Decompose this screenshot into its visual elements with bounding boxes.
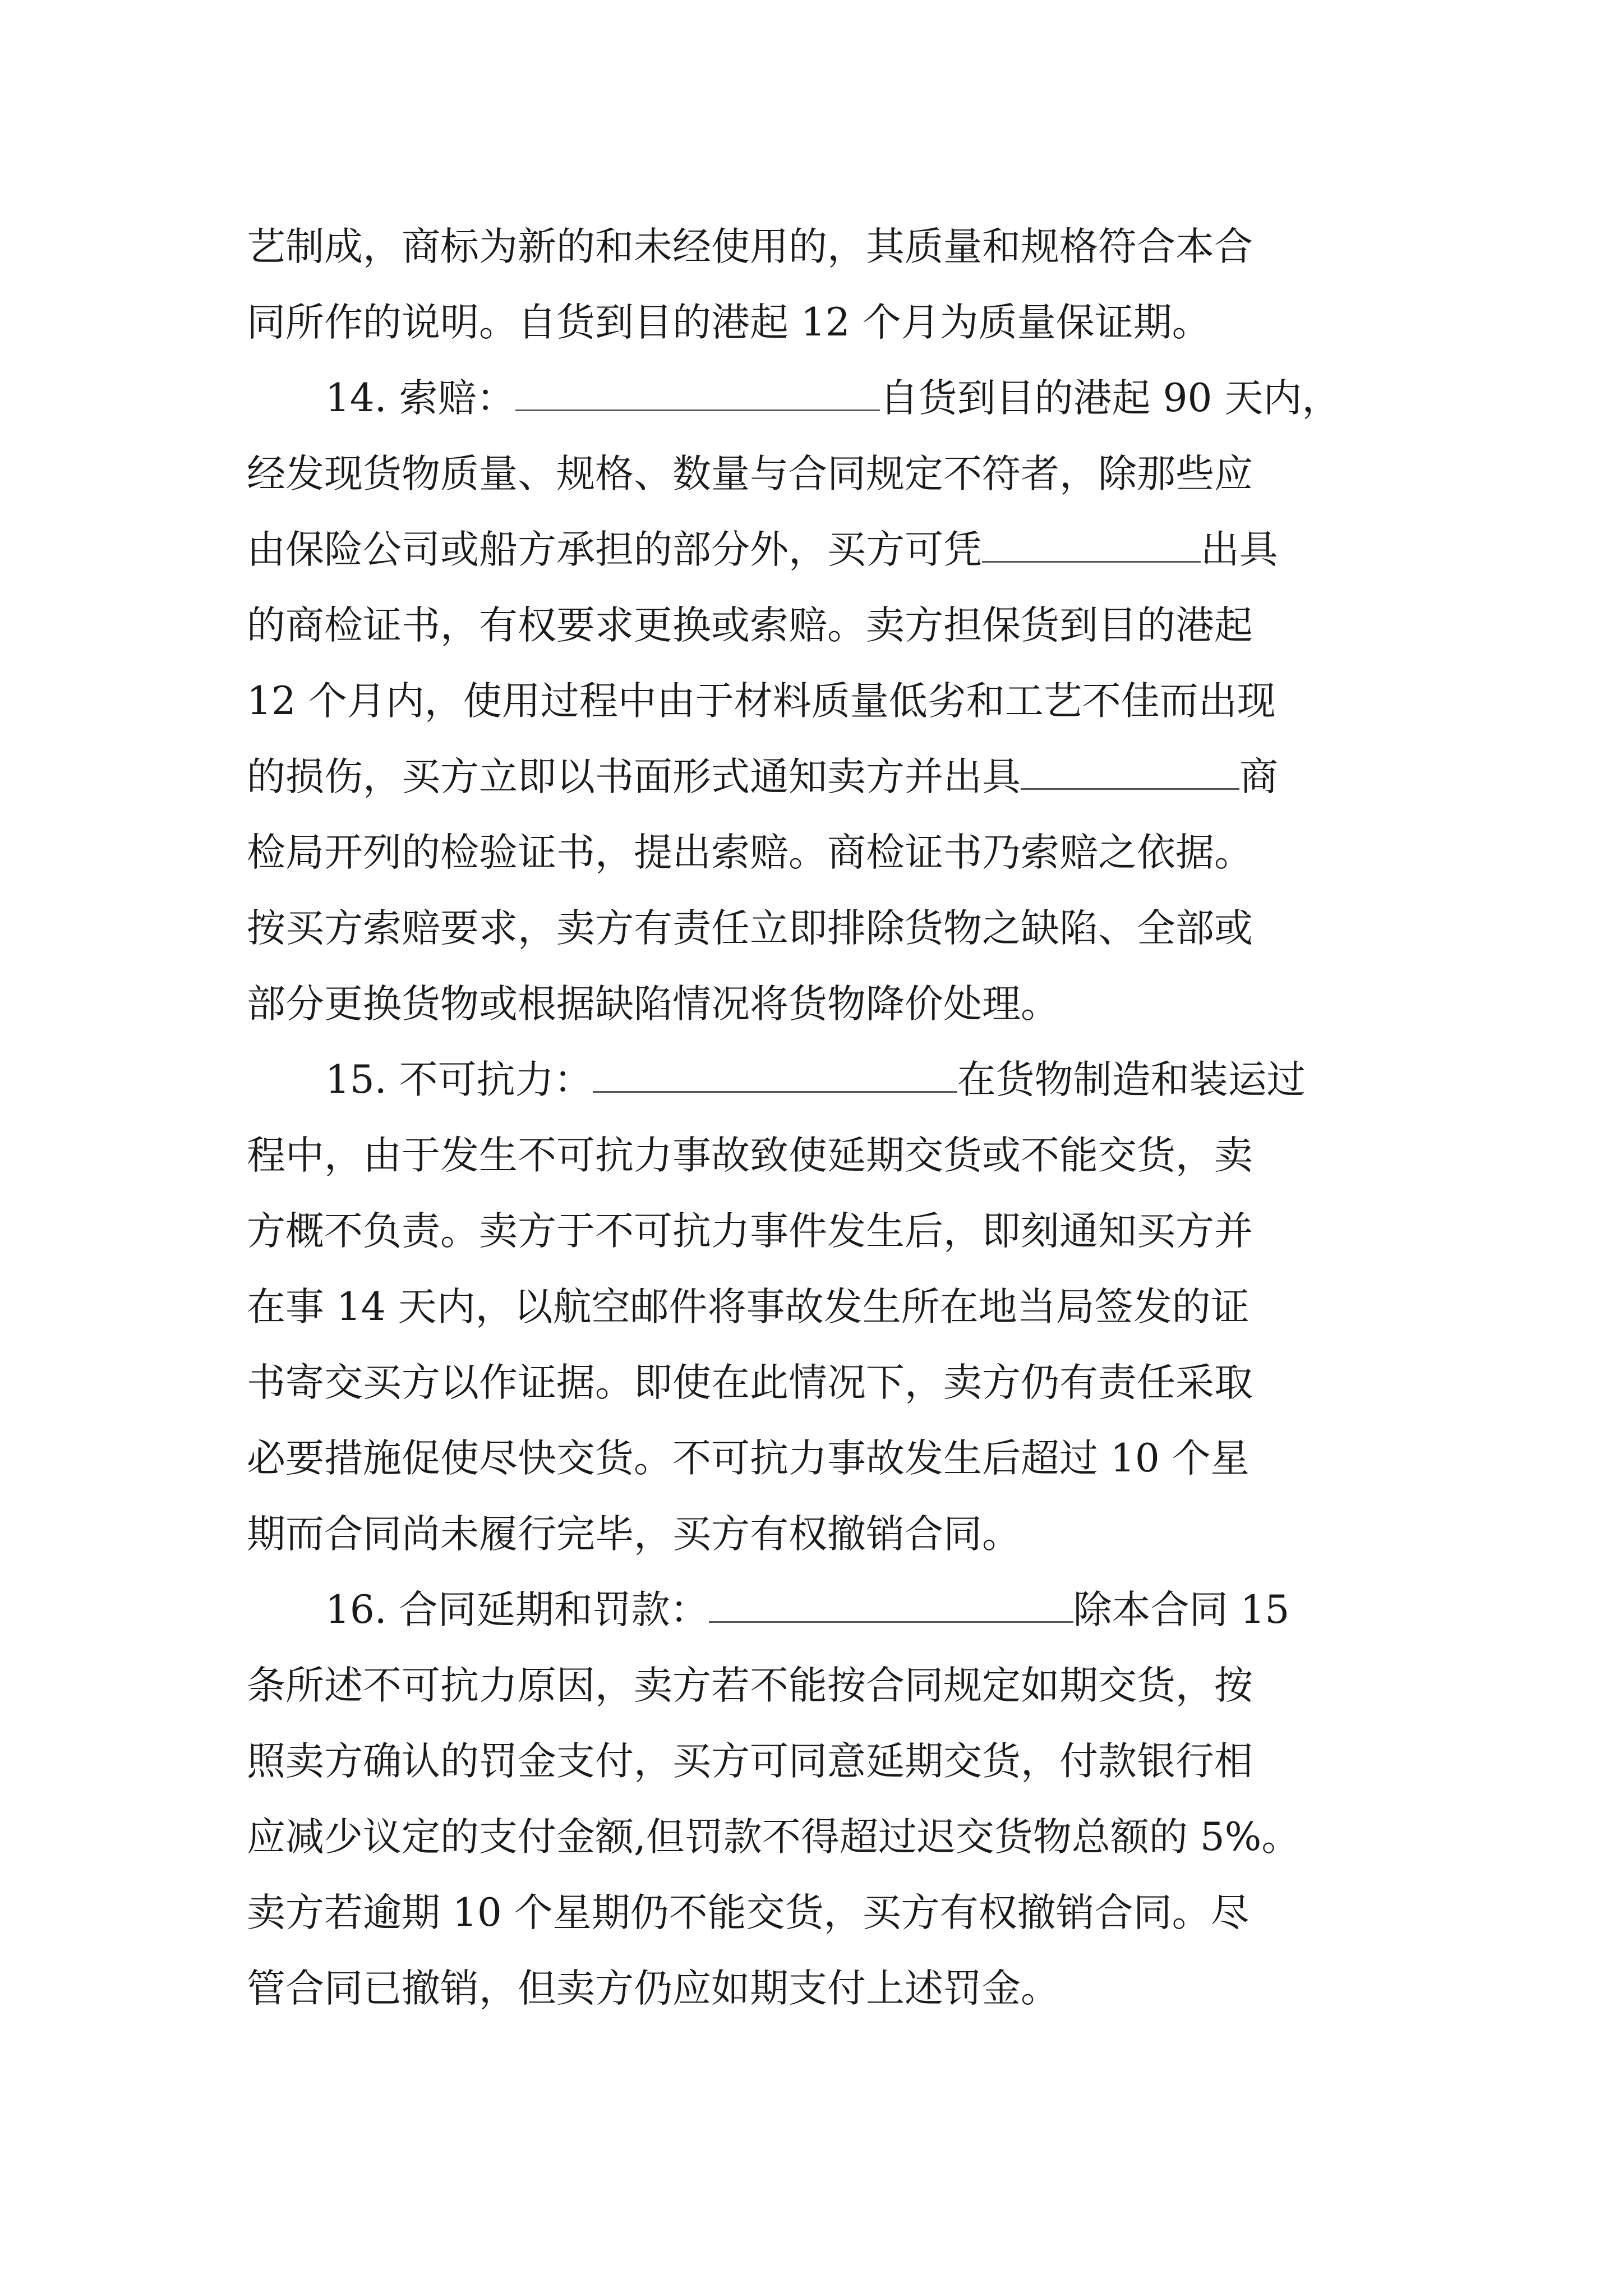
text-span: 部分更换货物或根据缺陷情况将货物降价处理。	[247, 982, 1059, 1027]
text-span: 商	[1239, 754, 1278, 799]
text-span: 卖方若逾期 10 个星期仍不能交货，买方有权撤销合同。尽	[247, 1890, 1249, 1935]
text-line-13	[247, 1130, 1253, 1181]
clause-16-heading	[325, 1585, 1289, 1635]
text-span: 在事 14 天内，以航空邮件将事故发生所在地当局签发的证	[247, 1285, 1249, 1329]
text-span: 书寄交买方以作证据。即使在此情况下，卖方仍有责任采取	[247, 1360, 1253, 1405]
text-line-24	[247, 1963, 1059, 2014]
text-line-16	[247, 1358, 1253, 1408]
text-line-14	[247, 1206, 1253, 1257]
text-line-2	[247, 297, 1211, 348]
text-line-23	[247, 1888, 1249, 1938]
text-line-11	[247, 979, 1059, 1029]
text-span: 照卖方确认的罚金支付，买方可同意延期交货，付款银行相	[247, 1739, 1253, 1784]
text-span: 期而合同尚未履行完毕，买方有权撤销合同。	[247, 1512, 1021, 1557]
text-line-7	[247, 676, 1276, 726]
text-span: 除本合同 15	[1073, 1588, 1290, 1632]
fill-in-blank[interactable]	[982, 526, 1201, 563]
text-line-9	[247, 827, 1253, 878]
text-span: 按买方索赔要求，卖方有责任立即排除货物之缺陷、全部或	[247, 906, 1253, 951]
text-line-8	[247, 752, 1278, 802]
text-span: 艺制成，商标为新的和未经使用的，其质量和规格符合本合	[247, 224, 1253, 269]
text-span: 自货到目的港起 90 天内，	[879, 376, 1341, 421]
clause-15-heading	[325, 1055, 1306, 1105]
text-span: 在货物制造和装运过	[957, 1057, 1306, 1102]
text-span: 应减少议定的支付金额,但罚款不得超过迟交货物总额的 5%。	[247, 1815, 1301, 1860]
text-span: 同所作的说明。自货到目的港起 12 个月为质量保证期。	[247, 300, 1211, 345]
text-line-5	[247, 524, 1278, 575]
text-span: 条所述不可抗力原因，卖方若不能按合同规定如期交货，按	[247, 1663, 1253, 1708]
text-span: 的商检证书，有权要求更换或索赔。卖方担保货到目的港起	[247, 603, 1253, 648]
text-line-15	[247, 1282, 1249, 1332]
fill-in-blank[interactable]	[709, 1586, 1073, 1623]
text-span: 由保险公司或船方承担的部分外，买方可凭	[247, 527, 982, 572]
fill-in-blank[interactable]	[1021, 753, 1239, 790]
text-span: 程中，由于发生不可抗力事故致使延期交货或不能交货，卖	[247, 1133, 1253, 1178]
fill-in-blank[interactable]	[515, 375, 880, 411]
text-line-1	[247, 222, 1253, 272]
text-span: 的损伤，买方立即以书面形式通知卖方并出具	[247, 754, 1021, 799]
text-line-6	[247, 600, 1253, 651]
clause-14-title: 14. 索赔：	[325, 376, 515, 421]
clause-16-title: 16. 合同延期和罚款：	[325, 1588, 709, 1632]
text-span: 检局开列的检验证书，提出索赔。商检证书乃索赔之依据。	[247, 830, 1253, 875]
text-span: 出具	[1201, 527, 1278, 572]
clause-14-heading	[325, 373, 1340, 424]
text-span: 12 个月内，使用过程中由于材料质量低劣和工艺不佳而出现	[247, 679, 1276, 724]
text-line-21	[247, 1736, 1253, 1787]
fill-in-blank[interactable]	[593, 1056, 957, 1093]
clause-15-title: 15. 不可抗力：	[325, 1057, 593, 1102]
text-span: 必要措施促使尽快交货。不可抗力事故发生后超过 10 个星	[247, 1436, 1249, 1481]
text-line-4	[247, 449, 1253, 499]
text-line-10	[247, 903, 1253, 954]
text-span: 经发现货物质量、规格、数量与合同规定不符者，除那些应	[247, 452, 1253, 496]
text-line-22	[247, 1812, 1300, 1862]
text-line-18	[247, 1509, 1021, 1559]
text-line-17	[247, 1433, 1249, 1484]
text-span: 管合同已撤销，但卖方仍应如期支付上述罚金。	[247, 1966, 1059, 2011]
text-span: 方概不负责。卖方于不可抗力事件发生后，即刻通知买方并	[247, 1209, 1253, 1254]
text-line-20	[247, 1660, 1253, 1711]
